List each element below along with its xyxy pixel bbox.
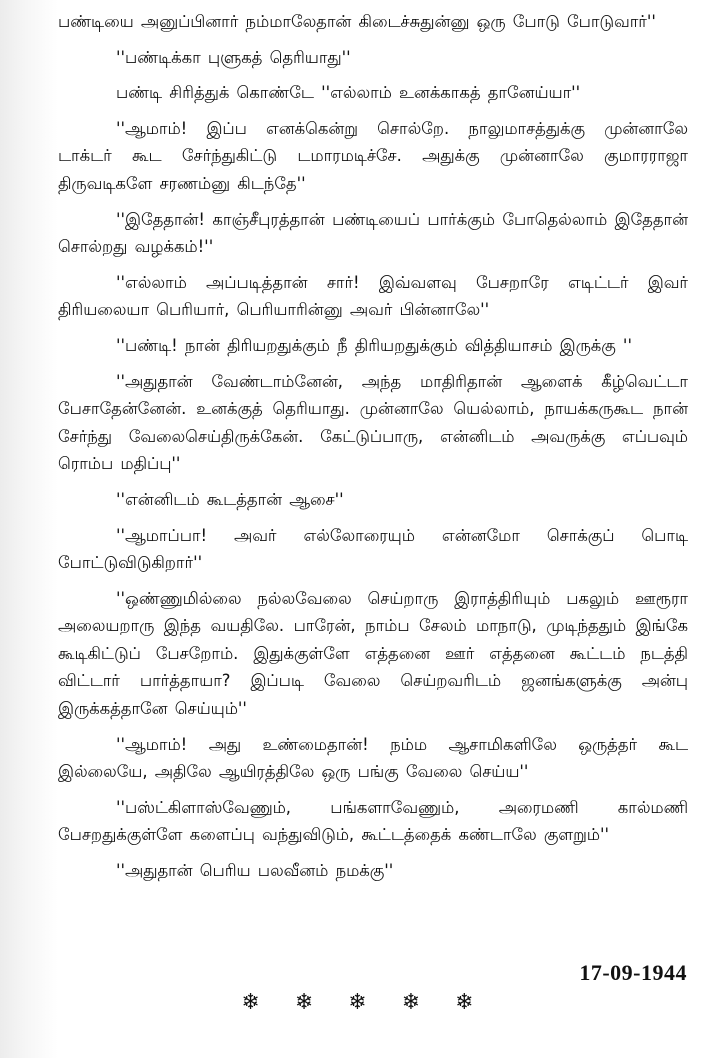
body-text (58, 8, 688, 893)
paragraph-9: ''என்னிடம் கூடத்தான் ஆசை'' (116, 489, 344, 509)
paragraph-5: ''இதேதான்! காஞ்சீபுரத்தான் பண்டியைப் பார்க்கும் போதெல்லாம் இதேதான் சொல்றது வழக்கம்!'' (58, 209, 688, 257)
paragraph-7: ''பண்டி! நான் திரியறதுக்கும் நீ திரியறதுக்கும் வித்தியாசம் இருக்கு '' (116, 335, 632, 355)
paragraph-6: ''எல்லாம் அப்படித்தான் சார்! இவ்வளவு பேசறாரே எடிட்டர் இவர் திரியலையா பெரியார், பெரியாரின்னு அவர் பின்னாலே'' (58, 272, 688, 320)
paragraph-11: ''ஒண்ணுமில்லை நல்லவேலை செய்றாரு இராத்திரியும் பகலும் ஊரூரா அலையறாரு இந்த வயதிலே. பாரேன், நாம்ப சேலம் மாநாடு, முடிந்ததும் இங்கே கூடிகிட்டுப் பேசறோம். இதுக்குள்ளே எத்தனை ஊர் எத்தனை கூட்டம் நடத்தி விட்டார் பார்த்தாயா? இப்படி வேலை செய்றவரிடம் ஜனங்களுக்கு அன்பு இருக்கத்தானே செய்யும்'' (58, 588, 688, 719)
paragraph-4: ''ஆமாம்! இப்ப எனக்கென்று சொல்றே. நாலுமாசத்துக்கு முன்னாலே டாக்டர் கூட சேர்ந்துகிட்டு டமாரமடிச்சே. அதுக்கு முன்னாலே குமாரராஜா திருவடிகளே சரணம்னு கிடந்தே'' (58, 118, 688, 193)
section-separator: ❄ ❄ ❄ ❄ ❄ (241, 990, 488, 1015)
scan-shadow-edge (0, 0, 58, 1058)
paragraph-10: ''ஆமாப்பா! அவர் எல்லோரையும் என்னமோ சொக்குப் பொடி போட்டுவிடுகிறார்'' (58, 525, 688, 573)
paragraph-8: ''அதுதான் வேண்டாம்னேன், அந்த மாதிரிதான் ஆளைக் கீழ்வெட்டா பேசாதேன்னேன். உனக்குத் தெரியாது. முன்னாலே யெல்லாம், நாயக்கருகூட நான் சேர்ந்து வேலைசெய்திருக்கேன். கேட்டுப்பாரு, என்னிடம் அவருக்கு எப்பவும் ரொம்ப மதிப்பு'' (58, 371, 688, 474)
paragraph-12: ''ஆமாம்! அது உண்மைதான்! நம்ம ஆசாமிகளிலே ஒருத்தர் கூட இல்லையே, அதிலே ஆயிரத்திலே ஒரு பங்கு வேலை செய்ய'' (58, 734, 688, 782)
paragraph-3: பண்டி சிரித்துக் கொண்டே ''எல்லாம் உனக்காகத் தானேய்யா'' (116, 83, 581, 103)
paragraph-2: ''பண்டிக்கா புளுகத் தெரியாது'' (116, 47, 351, 67)
publication-date: 17-09-1944 (579, 960, 687, 985)
paragraph-1: பண்டியை அனுப்பினார் நம்மாலேதான் கிடைச்சுதுன்னு ஒரு போடு போடுவார்'' (58, 12, 656, 31)
paragraph-13: ''பஸ்ட்கிளாஸ்வேணும், பங்களாவேணும், அரைமணி கால்மணி பேசறதுக்குள்ளே களைப்பு வந்துவிடும், கூட்டத்தைக் கண்டாலே குளறும்'' (58, 797, 688, 845)
paragraph-14: ''அதுதான் பெரிய பலவீனம் நமக்கு'' (116, 861, 394, 881)
